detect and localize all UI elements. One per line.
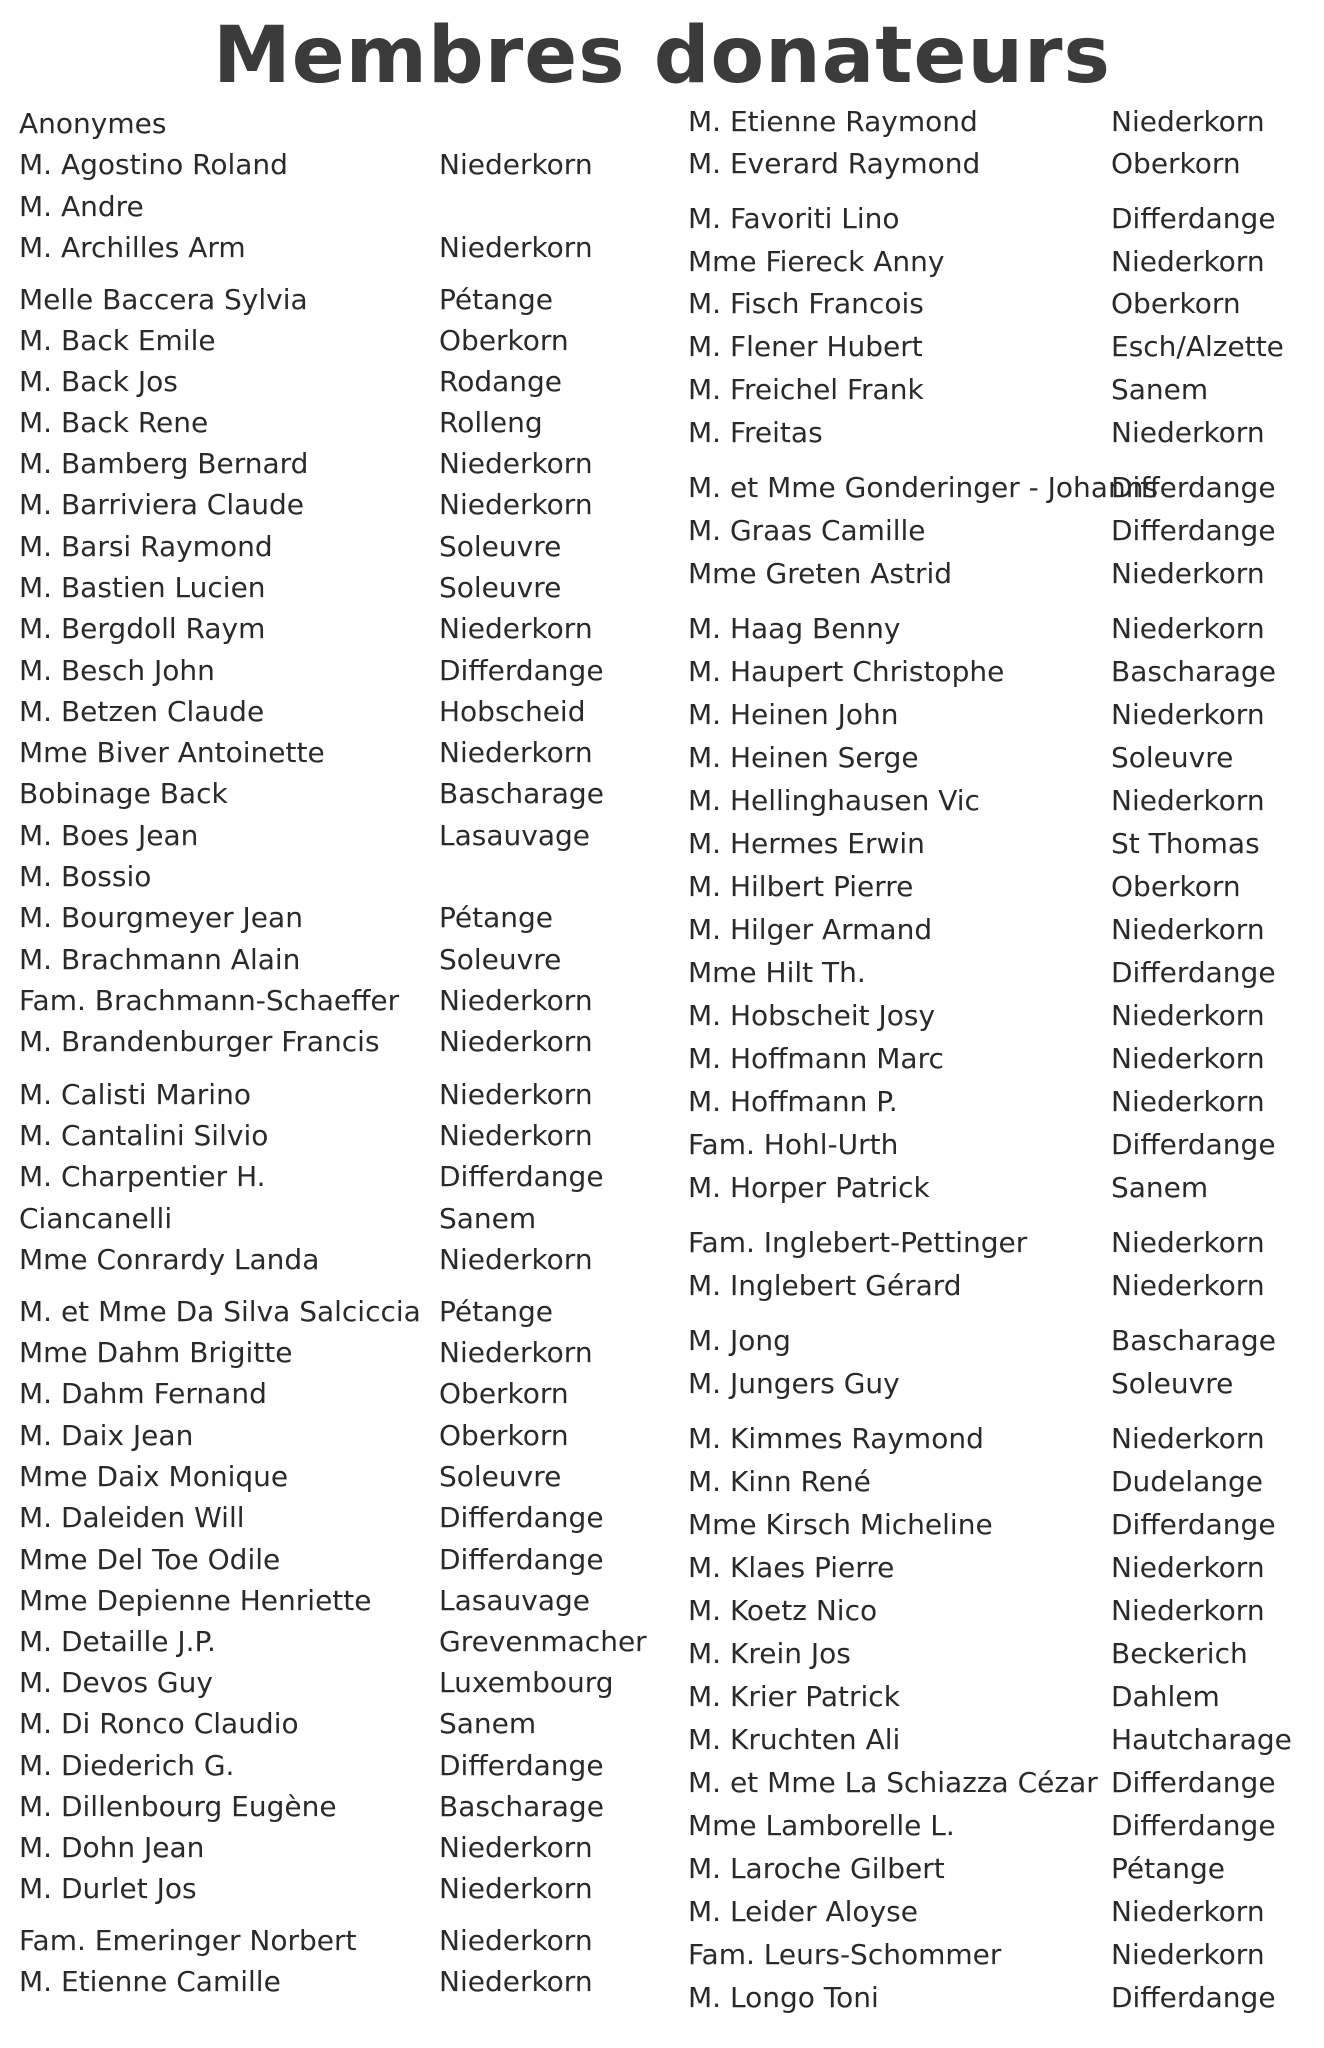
donor-name: M. Bergdoll Raym <box>19 612 266 645</box>
donor-town: Niederkorn <box>1111 1551 1265 1584</box>
donor-town: Niederkorn <box>439 231 593 264</box>
donor-town: Differdange <box>439 654 604 687</box>
donor-town: Niederkorn <box>1111 612 1265 645</box>
donor-name: M. Hoffmann P. <box>688 1085 898 1118</box>
page-title: Membres donateurs <box>213 11 1111 101</box>
donor-town: Differdange <box>1111 1508 1276 1541</box>
donor-name: M. Daix Jean <box>19 1419 194 1452</box>
donor-name: M. Krein Jos <box>688 1637 851 1670</box>
donor-town: Niederkorn <box>439 1119 593 1152</box>
donor-name: M. Klaes Pierre <box>688 1551 895 1584</box>
donor-town: Dahlem <box>1111 1680 1220 1713</box>
donor-name: M. Everard Raymond <box>688 147 981 180</box>
donor-town: Differdange <box>1111 1809 1276 1842</box>
donor-name: Fam. Hohl-Urth <box>688 1128 899 1161</box>
donor-town: Sanem <box>1111 373 1209 406</box>
donor-town: Soleuvre <box>439 571 562 604</box>
donor-town: Differdange <box>1111 1981 1276 2014</box>
donor-town: Differdange <box>439 1160 604 1193</box>
donor-name: M. Heinen John <box>688 698 899 731</box>
donor-name: M. Leider Aloyse <box>688 1895 918 1928</box>
donor-town: Soleuvre <box>439 1460 562 1493</box>
donor-name: Mme Fiereck Anny <box>688 245 945 278</box>
donor-name: M. Detaille J.P. <box>19 1625 216 1658</box>
donor-town: Niederkorn <box>439 1243 593 1276</box>
donor-name: Mme Depienne Henriette <box>19 1584 372 1617</box>
donor-town: Hautcharage <box>1111 1723 1292 1756</box>
donor-town: Niederkorn <box>1111 1895 1265 1928</box>
donor-name: M. et Mme Gonderinger - Johanns <box>688 471 1159 504</box>
donor-name: M. Jong <box>688 1324 791 1357</box>
donor-name: M. Diederich G. <box>19 1749 235 1782</box>
donor-name: M. Haupert Christophe <box>688 655 1005 688</box>
donor-name: M. Devos Guy <box>19 1666 213 1699</box>
donor-town: Differdange <box>1111 1128 1276 1161</box>
donor-name: M. Agostino Roland <box>19 148 288 181</box>
donor-name: M. Etienne Raymond <box>688 105 978 138</box>
donor-name: Melle Baccera Sylvia <box>19 283 308 316</box>
donor-town: Differdange <box>439 1543 604 1576</box>
donor-name: Ciancanelli <box>19 1202 173 1235</box>
donor-name: Mme Conrardy Landa <box>19 1243 320 1276</box>
donor-name: M. Barriviera Claude <box>19 488 305 521</box>
donor-town: Niederkorn <box>1111 416 1265 449</box>
donor-town: Bascharage <box>439 1790 604 1823</box>
donor-town: Bascharage <box>439 777 604 810</box>
donor-town: Bascharage <box>1111 1324 1276 1357</box>
donor-town: Differdange <box>1111 1766 1276 1799</box>
donor-name: M. et Mme La Schiazza Cézar <box>688 1766 1098 1799</box>
donor-town: Differdange <box>1111 514 1276 547</box>
donor-name: M. Besch John <box>19 654 215 687</box>
donor-name: M. Barsi Raymond <box>19 530 273 563</box>
donor-town: Lasauvage <box>439 819 590 852</box>
donor-town: Niederkorn <box>439 612 593 645</box>
donor-town: Niederkorn <box>1111 1594 1265 1627</box>
donor-name: M. Kinn René <box>688 1465 871 1498</box>
donor-name: M. Graas Camille <box>688 514 926 547</box>
donor-name: M. Di Ronco Claudio <box>19 1707 299 1740</box>
donor-town: Dudelange <box>1111 1465 1263 1498</box>
donor-town: Niederkorn <box>1111 1269 1265 1302</box>
donor-town: Esch/Alzette <box>1111 330 1284 363</box>
donor-name: M. Brachmann Alain <box>19 943 301 976</box>
donor-town: Niederkorn <box>439 1078 593 1111</box>
donor-name: M. Dahm Fernand <box>19 1377 267 1410</box>
donor-town: Oberkorn <box>1111 287 1241 320</box>
donor-town: Soleuvre <box>439 943 562 976</box>
donor-name: Bobinage Back <box>19 777 228 810</box>
donor-name: M. Etienne Camille <box>19 1965 281 1998</box>
donor-town: Niederkorn <box>439 1872 593 1905</box>
donor-town: Oberkorn <box>1111 147 1241 180</box>
donor-town: Sanem <box>1111 1171 1209 1204</box>
donor-town: Pétange <box>1111 1852 1225 1885</box>
donor-town: Grevenmacher <box>439 1625 647 1658</box>
donor-town: Lasauvage <box>439 1584 590 1617</box>
donor-name: M. Back Emile <box>19 324 216 357</box>
donor-town: Niederkorn <box>1111 1422 1265 1455</box>
donor-town: Differdange <box>1111 956 1276 989</box>
donor-town: Niederkorn <box>439 1924 593 1957</box>
donor-town: Niederkorn <box>439 736 593 769</box>
donor-town: Pétange <box>439 1295 553 1328</box>
donor-name: M. Kruchten Ali <box>688 1723 901 1756</box>
donor-name: Mme Biver Antoinette <box>19 736 325 769</box>
donor-town: Niederkorn <box>439 1025 593 1058</box>
donor-town: Niederkorn <box>439 1831 593 1864</box>
donor-town: Beckerich <box>1111 1637 1248 1670</box>
donor-town: Pétange <box>439 283 553 316</box>
donor-town: Niederkorn <box>1111 999 1265 1032</box>
donor-name: M. Dohn Jean <box>19 1831 205 1864</box>
donor-town: Niederkorn <box>439 447 593 480</box>
donor-town: Niederkorn <box>1111 1042 1265 1075</box>
donor-name: M. Archilles Arm <box>19 231 246 264</box>
donor-name: M. Jungers Guy <box>688 1367 900 1400</box>
donor-name: M. Boes Jean <box>19 819 199 852</box>
donor-name: Fam. Brachmann-Schaeffer <box>19 984 400 1017</box>
donor-name: M. Calisti Marino <box>19 1078 251 1111</box>
donor-town: Rolleng <box>439 406 543 439</box>
donor-town: Soleuvre <box>439 530 562 563</box>
donor-name: M. Fisch Francois <box>688 287 924 320</box>
donor-town: Differdange <box>1111 471 1276 504</box>
donor-name: M. Daleiden Will <box>19 1501 245 1534</box>
donor-name: M. Brandenburger Francis <box>19 1025 380 1058</box>
donor-name: M. Charpentier H. <box>19 1160 266 1193</box>
donor-town: Oberkorn <box>439 324 569 357</box>
donor-name: Fam. Emeringer Norbert <box>19 1924 357 1957</box>
donor-name: M. Inglebert Gérard <box>688 1269 962 1302</box>
donor-town: Niederkorn <box>1111 784 1265 817</box>
donor-town: Soleuvre <box>1111 1367 1234 1400</box>
donor-town: Niederkorn <box>439 148 593 181</box>
donor-town: Differdange <box>1111 202 1276 235</box>
donor-town: Niederkorn <box>439 1336 593 1369</box>
donor-name: Mme Greten Astrid <box>688 557 953 590</box>
donor-town: Niederkorn <box>1111 1085 1265 1118</box>
donor-town: Niederkorn <box>439 488 593 521</box>
donor-name: M. Bourgmeyer Jean <box>19 901 303 934</box>
donor-town: Niederkorn <box>1111 913 1265 946</box>
donor-town: Sanem <box>439 1202 537 1235</box>
donor-name: M. Freitas <box>688 416 823 449</box>
donor-name: Anonymes <box>19 107 167 140</box>
donor-name: M. Koetz Nico <box>688 1594 878 1627</box>
donor-name: M. Andre <box>19 190 144 223</box>
donor-name: M. Hoffmann Marc <box>688 1042 944 1075</box>
donor-name: M. Hilger Armand <box>688 913 933 946</box>
donor-name: Mme Del Toe Odile <box>19 1543 281 1576</box>
donor-name: M. Laroche Gilbert <box>688 1852 945 1885</box>
donor-name: M. Freichel Frank <box>688 373 924 406</box>
donor-name: M. Flener Hubert <box>688 330 923 363</box>
donor-town: St Thomas <box>1111 827 1260 860</box>
donor-town: Luxembourg <box>439 1666 614 1699</box>
donor-town: Differdange <box>439 1501 604 1534</box>
donor-town: Soleuvre <box>1111 741 1234 774</box>
donor-town: Sanem <box>439 1707 537 1740</box>
donor-name: M. Durlet Jos <box>19 1872 197 1905</box>
donor-town: Oberkorn <box>439 1419 569 1452</box>
donor-name: M. et Mme Da Silva Salciccia <box>19 1295 421 1328</box>
donor-name: M. Hobscheit Josy <box>688 999 936 1032</box>
donor-name: M. Cantalini Silvio <box>19 1119 269 1152</box>
donor-name: M. Betzen Claude <box>19 695 265 728</box>
donor-town: Niederkorn <box>1111 245 1265 278</box>
donor-town: Niederkorn <box>1111 105 1265 138</box>
donor-name: M. Longo Toni <box>688 1981 879 2014</box>
donor-name: Mme Kirsch Micheline <box>688 1508 993 1541</box>
donor-name: M. Krier Patrick <box>688 1680 900 1713</box>
donor-name: Mme Dahm Brigitte <box>19 1336 293 1369</box>
donor-town: Niederkorn <box>1111 557 1265 590</box>
donor-name: M. Dillenbourg Eugène <box>19 1790 337 1823</box>
donor-name: M. Kimmes Raymond <box>688 1422 984 1455</box>
donor-town: Hobscheid <box>439 695 586 728</box>
donor-town: Pétange <box>439 901 553 934</box>
donor-town: Niederkorn <box>439 1965 593 1998</box>
donor-name: M. Haag Benny <box>688 612 901 645</box>
donor-name: Mme Lamborelle L. <box>688 1809 955 1842</box>
donor-name: Mme Daix Monique <box>19 1460 289 1493</box>
donor-name: M. Back Rene <box>19 406 209 439</box>
donor-town: Bascharage <box>1111 655 1276 688</box>
donor-name: Fam. Inglebert-Pettinger <box>688 1226 1028 1259</box>
donor-name: M. Favoriti Lino <box>688 202 900 235</box>
donor-town: Oberkorn <box>1111 870 1241 903</box>
donor-name: M. Bastien Lucien <box>19 571 266 604</box>
donor-name: M. Hilbert Pierre <box>688 870 914 903</box>
donor-name: M. Horper Patrick <box>688 1171 930 1204</box>
donor-town: Niederkorn <box>1111 698 1265 731</box>
donor-name: Fam. Leurs-Schommer <box>688 1938 1002 1971</box>
donor-name: M. Bossio <box>19 860 152 893</box>
donor-name: M. Bamberg Bernard <box>19 447 309 480</box>
donor-town: Differdange <box>439 1749 604 1782</box>
donor-town: Oberkorn <box>439 1377 569 1410</box>
donor-name: M. Hermes Erwin <box>688 827 925 860</box>
donor-town: Niederkorn <box>1111 1226 1265 1259</box>
donor-name: Mme Hilt Th. <box>688 956 866 989</box>
donor-name: M. Hellinghausen Vic <box>688 784 980 817</box>
donor-name: M. Heinen Serge <box>688 741 919 774</box>
donor-town: Rodange <box>439 365 563 398</box>
donor-town: Niederkorn <box>439 984 593 1017</box>
donor-name: M. Back Jos <box>19 365 178 398</box>
donor-town: Niederkorn <box>1111 1938 1265 1971</box>
